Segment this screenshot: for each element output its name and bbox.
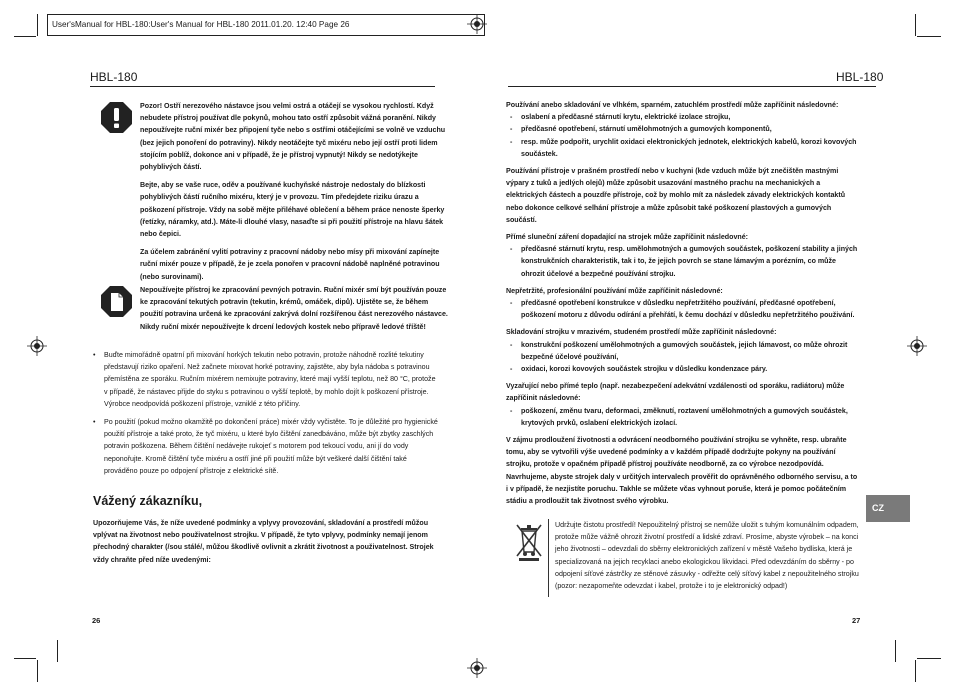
crossed-bin-icon (510, 522, 548, 567)
registration-mark-icon (467, 658, 487, 678)
section (506, 434, 861, 507)
list-item: - předčasné opotřebení konstrukce v důsledku nepřetržitého používání, předčasné opotřebení, poškození motoru z důvodu odírání a přehřátí, k čemu dochází v důsledku nepřetržitého použivání. (510, 297, 861, 321)
list-item: - resp. může podpořit, urychlit oxidaci elektronických jednotek, elektrických kabelů, korozi kovových součástek. (510, 136, 861, 160)
section-lead: Přímé sluneční záření dopadající na strojek může zapříčinit následovné: (506, 233, 749, 242)
crop-mark (14, 658, 36, 659)
list-item: - oslabení a předčasné stárnutí krytu, elektrické izolace strojku, (510, 111, 861, 123)
section-lead: Skladování strojku v mrazivém, studeném prostředí může zapříčinit následovné: (506, 328, 777, 337)
crop-mark (915, 660, 916, 682)
warning-block-2 (140, 284, 450, 333)
section-lead: Používání přístroje v prašném prostředí nebo v kuchyni (kde vzduch může být znečištěn mastnými výpary z tuků a jedlých olejů) může způsobit usazování mastného prachu na mechanických a elektrických částech a pouzdře přístroje, což by mohlo mít za následek závady elektrických kontaktů nebo dokonce celkové selhání přístroje a může způsobit také poškození plastových a gumových součástí. (506, 167, 846, 224)
document-icon (100, 285, 133, 323)
header-rule (508, 86, 876, 87)
section (506, 231, 861, 280)
page-number-right: 27 (852, 616, 861, 625)
closing-paragraph: Upozorňujeme Vás, že níže uvedené podmínky a vplyvy provozování, skladování a prostředí můžou vplývat na životnost nebo použivatelnost strojku. V případě, že tyto vplyvy, podmínky nemají jenom přechodný charakter (/sou stálé/, můžou škodlivě ovlivnit a zkrátit životnost a použivatelnost. Strojek vždy chraňte před níže uvedenými: (93, 519, 434, 564)
page-number-left: 26 (92, 616, 101, 625)
list-item: - oxidaci, korozi kovových součástek strojku v důsledku kondenzace páry. (510, 363, 861, 375)
registration-mark-icon (907, 336, 927, 356)
warning-paragraph: Nepoužívejte přístroj ke zpracování pevných potravin. Ruční mixér smí být používán pouze ke zpracování tekutých potravin (tekutin, krémů, omáček, dipů). Ujistěte se, že během použití potravina určená ke zpracování zakrývá dolní rozšířenou část nerezového nástavce. Nikdy ruční mixér nepoužívejte k drcení ledových kostek nebo přípravě ledové tříště! (140, 286, 448, 331)
language-tab: CZ (866, 495, 910, 522)
crop-mark (917, 658, 941, 659)
list-item: • Buďte mimořádně opatrní při mixování horkých tekutin nebo potravin, protože náhodně rozlité tekutiny představují riziko opaření. Než začnete mixovat horké potraviny, zajistěte, aby byla nádoba s potravinou přemístěna ze sporáku. Ručním mixérem nemixujte potraviny, které mají vyšší teplotu, než 80 °C, protože v případě, že nástavec přijde do styku s potravinou o vyšší teplotě, by mohlo dojít k poškození přístroje. Výrobce neodpovídá poškození přístroje, vzniklé z této příčiny. (93, 349, 441, 410)
crop-mark (915, 14, 916, 36)
warning-paragraph: Bejte, aby se vaše ruce, oděv a používané kuchyňské nástroje nedostaly do blízkosti pohyblivých částí ručního mixéru, který je v provozu. Tím předejdete riziku úrazu a poškození přístroje. Vždy na sobě mějte přiléhavé oblečení a během práce nenoste šperky (řetízky, náramky, atd.). Máte-li dlouhé vlasy, nasaďte si při použití přístroje na hlavu šátek nebo čepici. (140, 181, 445, 239)
list-item: • Po použití (pokud možno okamžitě po dokončení práce) mixér vždy vyčistěte. To je důležité pro hygienické použití přístroje a také proto, že tyč mixéru, u které bylo čištění zanedbáváno, může být zbytky zaschlých potravin poškozena. Během čištění nedávejte rukojeť s motorem pod tekoucí vodu, ani jí do vody neponořujte. Kromě čištění tyče mixéru a ostří jiné při použití může být veškeré další čištění také prováděno pouze po odpojení přístroje z elektrické sítě. (93, 416, 441, 477)
section-lead: Používání anebo skladování ve vlhkém, sparném, zatuchlém prostředí může zapříčinit následovné: (506, 101, 839, 109)
bullet-list (93, 349, 441, 477)
header-rule (90, 86, 435, 87)
section (506, 285, 861, 322)
running-header-left: HBL-180 (90, 70, 138, 84)
divider (548, 519, 549, 597)
section (506, 165, 861, 226)
exclamation-icon (100, 101, 133, 139)
section-lead: Vyzařující nebo přímé teplo (např. nezabezpečení adekvátní vzdálenosti od sporáku, radiátoru) může zapříčinit následovné: (506, 382, 845, 403)
crop-mark (14, 36, 36, 37)
crop-mark (37, 660, 38, 682)
section-lead: V zájmu prodloužení životnosti a odvrácení neodborného používání strojku se vyhněte, resp. ubraňte tomu, aby se vytvořili výše uvedené podmínky a v každém případě dodržujte pokyny na používání strojku, protože v opačném případě přístroj používáte neodborně, za co výrobce nezodpovídá. Navrhujeme, abyste strojek daly v určitých intervalech prověřit do oprávněného odborného servisu, a to i v případě, že nezjistíte poruchu. Takhle se můžete včas vyhnout poruše, která je pomoc počátečním stádiu a prodloužit tak životnost svého výrobku. (506, 436, 858, 506)
registration-mark-icon (467, 14, 487, 34)
warning-paragraph: Pozor! Ostří nerezového nástavce jsou velmi ostrá a otáčejí se vysokou rychlostí. Když nebudete přístroj používat dle pokynů, mohou tato ostří způsobit vážná poranění. Nikdy nepoužívejte ruční mixér bez připojení tyče nebo s ostřími otáčejícími se volně ve vzduchu (bez jejich ponoření do potraviny). Nikdy neotáčejte tyč mixéru nebo její ostří proti lidem stojícím poblíž, dokonce ani v případě, že je přístroj vypnutý! Nikdy se nedotýkejte pohyblivých částí. (140, 102, 446, 172)
crop-mark (37, 14, 38, 36)
list-item: - předčasné stárnutí krytu, resp. umělohmotných a gumových součástek, poškození stability a jiných konstrukčních charakteristik, tak i to, že jejich povrch se stane lámavým a porézním, co může ohrozit účelové a bezpečné používání strojku. (510, 243, 861, 280)
page-title: Vážený zákazníku, (93, 494, 203, 508)
list-item: - poškození, změnu tvaru, deformaci, změknutí, roztavení umělohmotných a gumových součástek, krytových prvků, oslabení elektrických izolací. (510, 405, 861, 429)
list-item: - konstrukční poškození umělohmotných a gumových součástek, jejich lámavost, co může ohrozit bezpečné účelové používání, (510, 339, 861, 363)
print-header: User'sManual for HBL-180:User's Manual for HBL-180 2011.01.20. 12:40 Page 26 (47, 14, 485, 36)
warning-paragraph: Za účelem zabránění vylití potraviny z pracovní nádoby nebo mísy při mixování zapínejte ruční mixér pouze v případě, že je zcela ponořen v pracovní nádobě naplněné potravinou (nebo surovinami). (140, 248, 440, 281)
crop-mark (917, 36, 941, 37)
list-item: - předčasné opotřebení, stárnutí umělohmotných a gumových komponentů, (510, 123, 861, 135)
section (506, 380, 861, 429)
registration-mark-icon (27, 336, 47, 356)
running-header-right: HBL-180 (836, 70, 884, 84)
section-lead: Nepřetržité, profesionální používání může zapříčinit následovné: (506, 286, 723, 295)
conditions-list (506, 99, 861, 507)
crop-mark (57, 640, 58, 662)
section (506, 326, 861, 375)
crop-mark (895, 640, 896, 662)
recycle-text: Udržujte čistotu prostředí! Nepoužitelný přístroj se nemůže uložit s tuhým komunálním odpadem, protože může vážně ohrozit životní prostředí a lidské zdraví. Prosíme, abyste výrobek – na konci jeho životnosti – odevzdali do sběrny elektronických zařízení v městě Vašeho bydliska, která je specializovaná na jejich recyklaci anebo ekologickou likvidaci. Před odevzdáním do sběrny - po odpojení síťové zástrčky ze stěnové zásuvky - odřežte celý síťový kabel z nepoužitelného strojku (pozor: nezapomeňte odevzdat i kabel, protože i to je elektronický odpad!) (555, 521, 859, 591)
warning-block-1 (140, 100, 450, 283)
section (506, 99, 861, 160)
